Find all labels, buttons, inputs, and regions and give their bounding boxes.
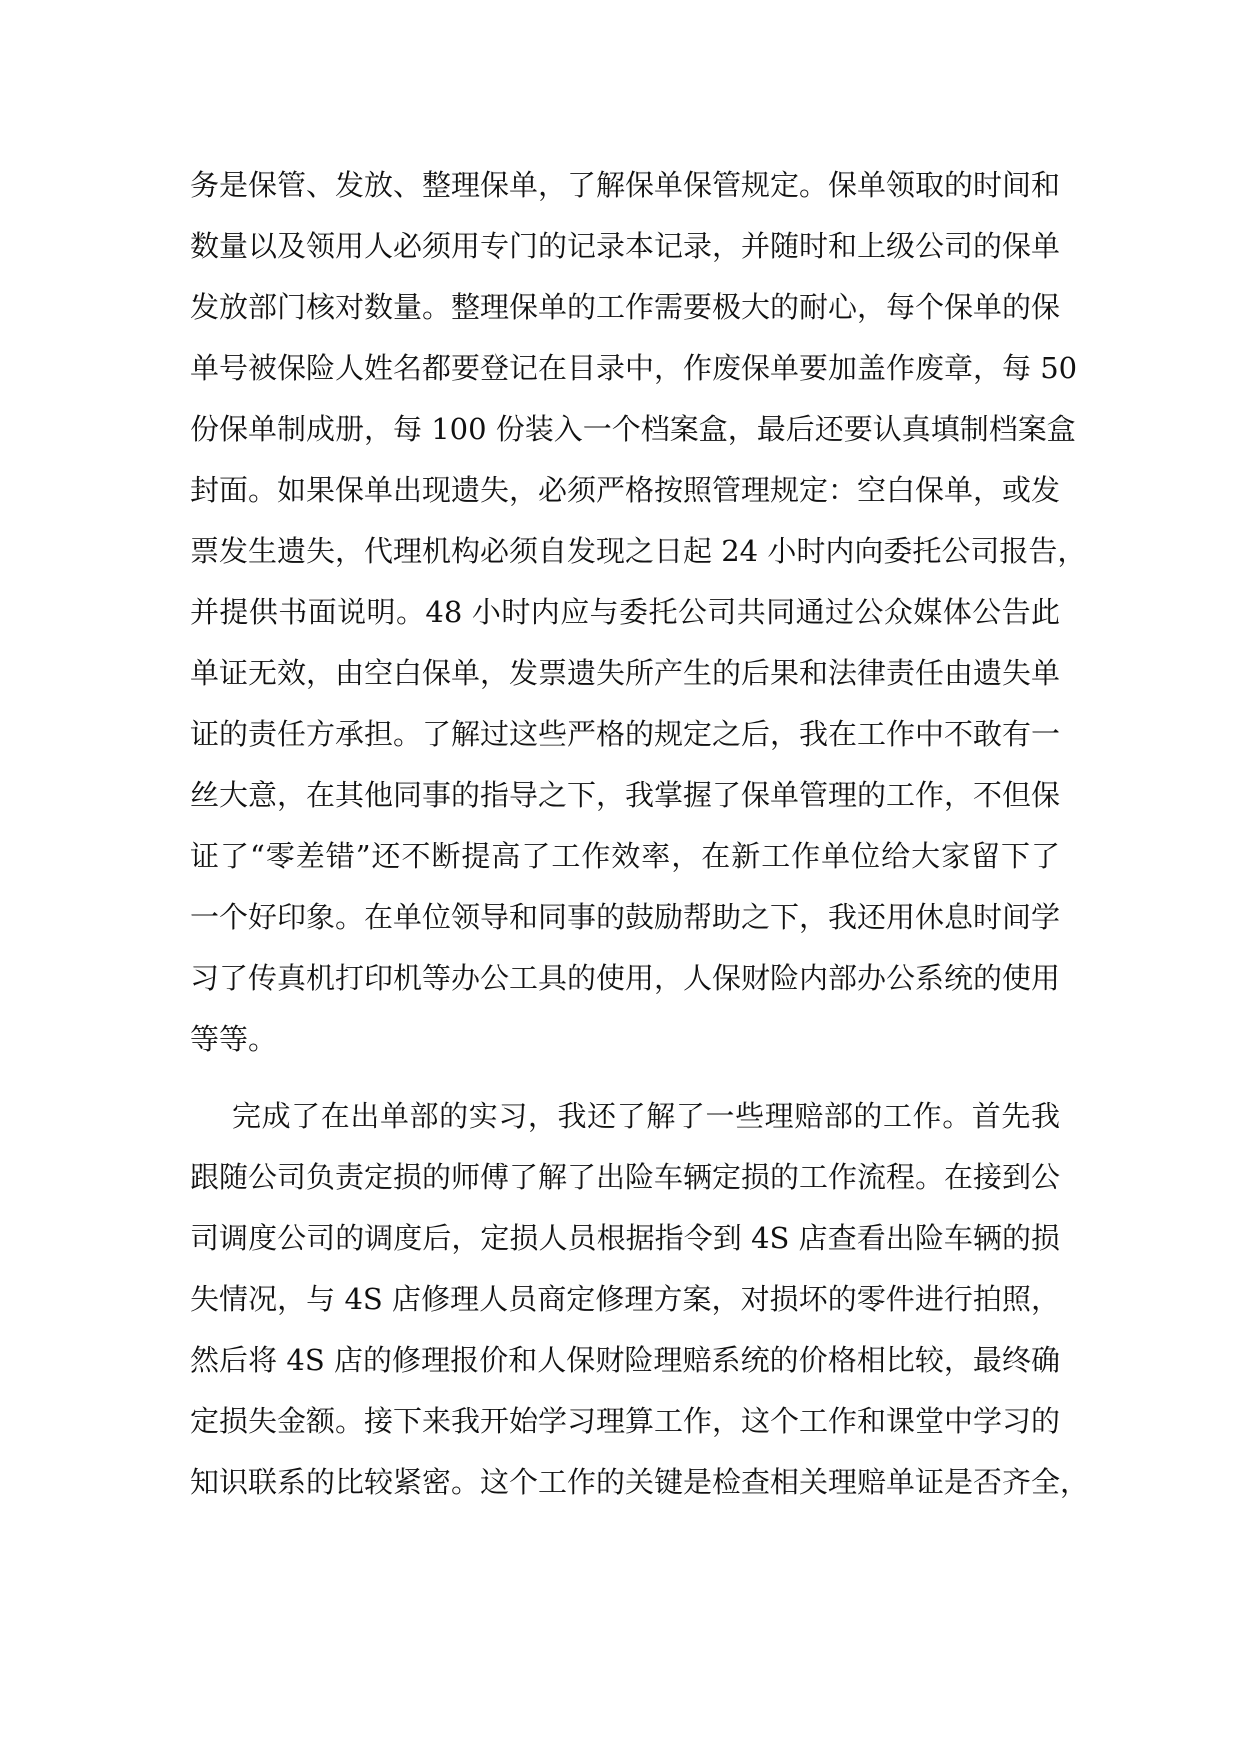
text-line: 一个好印象。在单位领导和同事的鼓励帮助之下，我还用休息时间学 (190, 900, 1061, 934)
text-line: 单号被保险人姓名都要登记在目录中，作废保单要加盖作废章，每 50 (190, 351, 1078, 385)
text-line: 单证无效，由空白保单，发票遗失所产生的后果和法律责任由遗失单 (190, 656, 1061, 690)
document-body (190, 155, 1090, 1513)
paragraph-2 (190, 1086, 1090, 1513)
paragraph-1 (190, 155, 1087, 1070)
text-line: 完成了在出单部的实习，我还了解了一些理赔部的工作。首先我 (232, 1099, 1060, 1133)
text-line: 封面。如果保单出现遗失，必须严格按照管理规定：空白保单，或发 (190, 473, 1061, 507)
text-line: 证的责任方承担。了解过这些严格的规定之后，我在工作中不敢有一 (190, 717, 1061, 751)
text-line: 票发生遗失，代理机构必须自发现之日起 24 小时内向委托公司报告， (190, 534, 1087, 568)
text-line: 务是保管、发放、整理保单，了解保单保管规定。保单领取的时间和 (190, 168, 1061, 202)
text-line: 并提供书面说明。48 小时内应与委托公司共同通过公众媒体公告此 (190, 595, 1060, 629)
text-line: 定损失金额。接下来我开始学习理算工作，这个工作和课堂中学习的 (190, 1404, 1061, 1438)
text-line: 失情况，与 4S 店修理人员商定修理方案，对损坏的零件进行拍照， (190, 1282, 1060, 1316)
paragraph-gap (190, 1070, 1060, 1086)
text-line: 习了传真机打印机等办公工具的使用，人保财险内部办公系统的使用 (190, 961, 1061, 995)
text-line: 等等。 (190, 1022, 278, 1056)
text-line: 发放部门核对数量。整理保单的工作需要极大的耐心，每个保单的保 (190, 290, 1061, 324)
text-line: 份保单制成册，每 100 份装入一个档案盒，最后还要认真填制档案盒 (190, 412, 1076, 446)
text-line: 知识联系的比较紧密。这个工作的关键是检查相关理赔单证是否齐全， (190, 1465, 1090, 1499)
text-line: 然后将 4S 店的修理报价和人保财险理赔系统的价格相比较，最终确 (190, 1343, 1060, 1377)
text-line: 司调度公司的调度后，定损人员根据指令到 4S 店查看出险车辆的损 (190, 1221, 1060, 1255)
text-line: 丝大意，在其他同事的指导之下，我掌握了保单管理的工作，不但保 (190, 778, 1061, 812)
text-line: 跟随公司负责定损的师傅了解了出险车辆定损的工作流程。在接到公 (190, 1160, 1061, 1194)
text-line: 数量以及领用人必须用专门的记录本记录，并随时和上级公司的保单 (190, 229, 1061, 263)
text-line: 证了“零差错”还不断提高了工作效率，在新工作单位给大家留下了 (190, 839, 1060, 873)
